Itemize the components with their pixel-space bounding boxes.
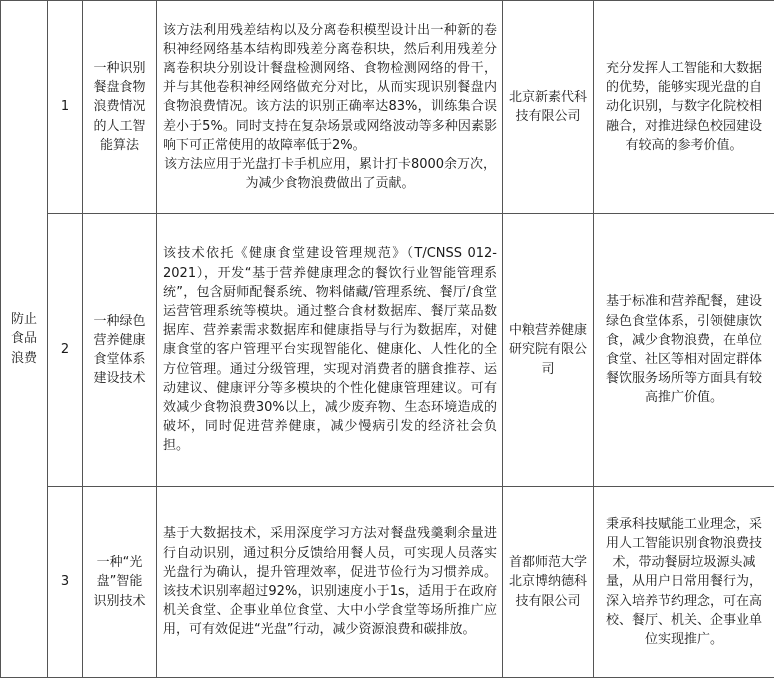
table-row [1,214,774,487]
value-text: 基于标准和营养配餐，建设绿色食堂体系，引领健康饮食，减少食物浪费，在单位食堂、社区等相对固定群体餐饮服务场所等方面具有较高推广价值。 [594,292,774,407]
tech-desc-cell [157,1,503,214]
row-number-cell [48,214,83,487]
table-row [1,487,774,678]
category-cell [1,1,48,678]
tech-name-cell [83,1,157,214]
tech-desc-paragraph: 该方法应用于光盘打卡手机应用，累计打卡8000余万次，为减少食物浪费做出了贡献。 [163,155,497,193]
tech-desc-cell [157,487,503,678]
value-cell [594,214,774,487]
tech-name: 一种绿色营养健康食堂体系建设技术 [83,312,156,389]
tech-name-cell [83,487,157,678]
value-cell [594,1,774,214]
org-cell [503,214,594,487]
row-number: 3 [61,574,69,589]
row-number: 2 [61,342,69,357]
tech-desc-paragraph: 基于大数据技术，采用深度学习方法对餐盘残羹剩余量进行自动识别，通过积分反馈给用餐人员，可实现人员落实光盘行为确认，提升管理效率，促进节俭行为习惯养成。该技术识别率超过92%，识别速度小于1s，适用于在政府机关食堂、企事业单位食堂、大中小学食堂等场所推广应用，可有效促进“光盘”行动，减少资源浪费和碳排放。 [163,524,497,639]
org-name: 首都师范大学北京博纳德科技有限公司 [503,553,593,611]
category-label: 防止食品浪费 [1,310,47,368]
value-text: 秉承科技赋能工业理念，采用人工智能识别食物浪费技术，带动餐厨垃圾源头减量，从用户日常用餐行为，深入培养节约理念，可在高校、餐厅、机关、企事业单位实现推广。 [594,515,774,649]
org-cell [503,487,594,678]
tech-desc-paragraph: 该方法利用残差结构以及分离卷积模型设计出一种新的卷积神经网络基本结构即残差分离卷积块，然后利用残差分离卷积块分别设计餐盘检测网络、食物检测网络的骨干，并与其他卷积神经网络做充分对比，从而实现识别餐盘内食物浪费情况。该方法的识别正确率达83%，训练集合误差小于5%。同时支持在复杂场景或网络波动等多种因素影响下可正常使用的故障率低于2%。 [163,21,497,155]
row-number-cell [48,487,83,678]
row-number: 1 [61,99,69,114]
tech-desc-cell [157,214,503,487]
org-name: 中粮营养健康研究院有限公司 [503,321,593,379]
tech-desc-paragraph: 该技术依托《健康食堂建设管理规范》（T/CNSS 012-2021），开发“基于营养健康理念的餐饮行业智能管理系统”，包含厨师配餐系统、物料储藏/管理系统、餐厅/食堂运营管理系统等模块。通过整合食材数据库、餐厅菜品数据库、营养素需求数据库和健康指导与行为数据库，对健康食堂的客户管理平台实现智能化、健康化、人性化的全方位管理。通过分级管理，实现对消费者的膳食推荐、运动建议、健康评分等多模块的个性化健康管理建议。可有效减少食物浪费30%以上，减少废弃物、生态环境造成的破坏，同时促进营养健康，减少慢病引发的经济社会负担。 [163,244,497,455]
org-name: 北京新素代科技有限公司 [503,88,593,126]
tech-name: 一种“光盘”智能识别技术 [83,553,156,611]
tech-name-cell [83,214,157,487]
table-row [1,1,774,214]
tech-name: 一种识别餐盘食物浪费情况的人工智能算法 [83,59,156,155]
row-number-cell [48,1,83,214]
value-cell [594,487,774,678]
org-cell [503,1,594,214]
value-text: 充分发挥人工智能和大数据的优势，能够实现光盘的自动化识别，与数字化院校相融合，对推进绿色校园建设有较高的参考价值。 [594,59,774,155]
